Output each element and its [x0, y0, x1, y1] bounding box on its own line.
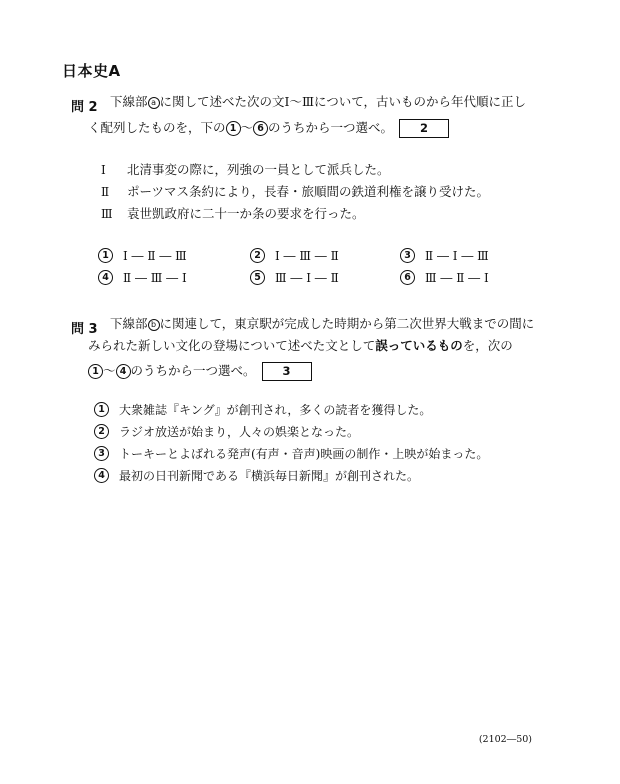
- statement-text: ポーツマス条約により，長春・旅順間の鉄道利権を譲り受けた。: [127, 184, 490, 199]
- choice-number-marker: 2: [94, 424, 109, 439]
- choice-text: Ⅲ ― Ⅰ ― Ⅱ: [275, 270, 339, 285]
- q2-prompt-text: のうちから一つ選べ。: [268, 120, 394, 135]
- q3-prompt-line2: [88, 340, 513, 353]
- choice-option[interactable]: [250, 270, 339, 285]
- choice-text: Ⅰ ― Ⅱ ― Ⅲ: [123, 248, 187, 263]
- q3-number: 問 3: [71, 322, 98, 337]
- q3-prompt-text: 下線部: [110, 316, 148, 331]
- statement-text: 北清事変の際に，列強の一員として派兵した。: [127, 162, 390, 177]
- q3-prompt-line3: [88, 362, 312, 381]
- q3-prompt-text: みられた新しい文化の登場について述べた文として: [88, 338, 376, 353]
- choice-number-marker: 3: [400, 248, 415, 263]
- choice-option[interactable]: [98, 270, 187, 285]
- choice-number-marker: 1: [88, 364, 103, 379]
- choice-number-marker: 4: [98, 270, 113, 285]
- statement-row: [101, 186, 489, 199]
- q3-emphasis: 誤っているもの: [375, 338, 463, 353]
- choice-text: Ⅱ ― Ⅰ ― Ⅲ: [425, 248, 489, 263]
- q2-prompt-text: く配列したものを，下の: [88, 120, 226, 135]
- choice-text: Ⅱ ― Ⅲ ― Ⅰ: [123, 270, 187, 285]
- choice-number-marker: 2: [250, 248, 265, 263]
- q3-prompt-text: に関連して，東京駅が完成した時期から第二次世界大戦までの間に: [159, 316, 535, 331]
- choice-number-marker: 1: [94, 402, 109, 417]
- choice-text: Ⅰ ― Ⅲ ― Ⅱ: [275, 248, 339, 263]
- choice-number-marker: 1: [226, 121, 241, 136]
- tilde: 〜: [103, 363, 116, 378]
- choice-text: Ⅲ ― Ⅱ ― Ⅰ: [425, 270, 489, 285]
- statement-row: [101, 164, 390, 177]
- answer-box-2[interactable]: 2: [399, 119, 449, 138]
- statement-row: [101, 208, 365, 221]
- q3-prompt-line1: [110, 318, 534, 331]
- choice-option[interactable]: [94, 424, 359, 439]
- choice-number-marker: 1: [98, 248, 113, 263]
- page-code: (2102―50): [478, 734, 532, 745]
- choice-option[interactable]: [250, 248, 339, 263]
- choice-option[interactable]: [400, 270, 489, 285]
- q2-prompt-text: に関して述べた次の文Ⅰ〜Ⅲについて，古いものから年代順に正し: [159, 94, 527, 109]
- choice-option[interactable]: [94, 468, 419, 483]
- q3-prompt-text: のうちから一つ選べ。: [130, 363, 256, 378]
- statement-label: Ⅲ: [101, 207, 113, 221]
- choice-text: トーキーとよばれる発声(有声・音声)映画の制作・上映が始まった。: [119, 446, 489, 461]
- statement-text: 袁世凱政府に二十一か条の要求を行った。: [127, 206, 365, 221]
- q3-prompt-text: を，次の: [462, 338, 513, 353]
- choice-number-marker: 3: [94, 446, 109, 461]
- choice-text: ラジオ放送が始まり，人々の娯楽となった。: [119, 424, 360, 439]
- statement-label: Ⅰ: [101, 163, 106, 177]
- choice-option[interactable]: [94, 402, 431, 417]
- q2-prompt-line2: [88, 119, 449, 138]
- underline-marker-a: a: [148, 97, 160, 109]
- q2-prompt-line1: [110, 96, 526, 109]
- choice-text: 大衆雑誌『キング』が創刊され，多くの読者を獲得した。: [119, 402, 432, 417]
- choice-option[interactable]: [400, 248, 489, 263]
- choice-number-marker: 4: [94, 468, 109, 483]
- choice-number-marker: 6: [400, 270, 415, 285]
- q2-number: 問 2: [71, 100, 98, 115]
- choice-number-marker: 5: [250, 270, 265, 285]
- choice-number-marker: 6: [253, 121, 268, 136]
- choice-number-marker: 4: [116, 364, 131, 379]
- tilde: 〜: [240, 120, 254, 135]
- choice-option[interactable]: [98, 248, 187, 263]
- q2-prompt-text: 下線部: [110, 94, 148, 109]
- choice-option[interactable]: [94, 446, 488, 461]
- subject-title: 日本史A: [62, 62, 121, 80]
- statement-label: Ⅱ: [101, 185, 110, 199]
- choice-text: 最初の日刊新聞である『横浜毎日新聞』が創刊された。: [119, 468, 420, 483]
- answer-box-3[interactable]: 3: [262, 362, 312, 381]
- underline-marker-b: b: [148, 319, 160, 331]
